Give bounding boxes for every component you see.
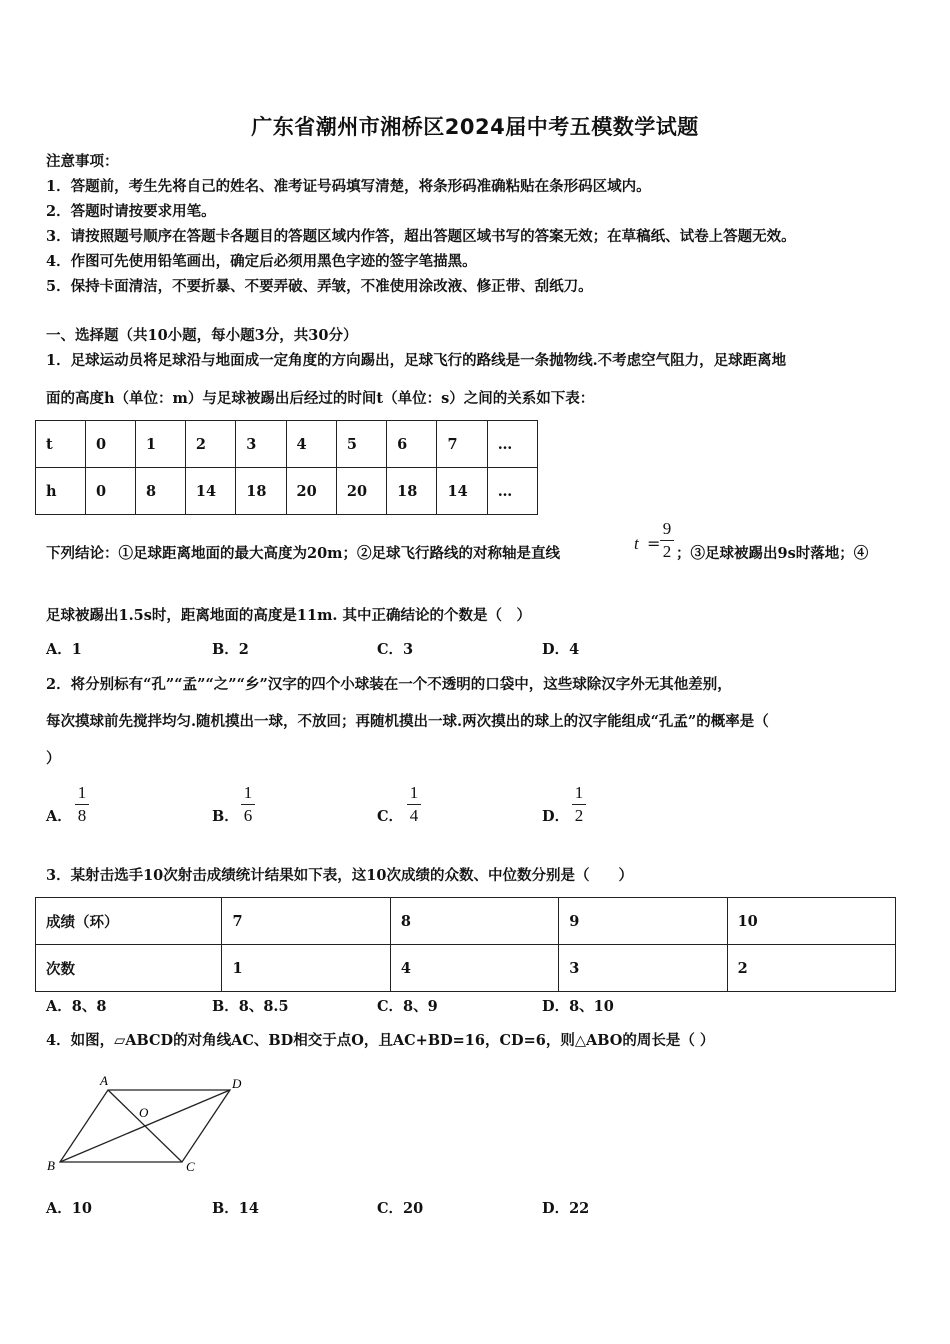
exam-title: 广东省潮州市湘桥区2024届中考五模数学试题 bbox=[251, 115, 699, 139]
table-cell: 5 bbox=[336, 421, 386, 468]
table-cell: 20 bbox=[286, 468, 336, 515]
fraction-denominator: 2 bbox=[574, 806, 584, 825]
table-cell: 2 bbox=[185, 421, 235, 468]
fraction-bar bbox=[241, 804, 255, 805]
q2-option-d-fraction[interactable] bbox=[572, 783, 586, 826]
notice-item: 4．作图可先使用铅笔画出，确定后必须用黑色字迹的签字笔描黑。 bbox=[46, 253, 477, 270]
q1-text-line: 面的高度h（单位：m）与足球被踢出后经过的时间t（单位：s）之间的关系如下表： bbox=[46, 390, 595, 407]
vertex-label-b: B bbox=[47, 1158, 55, 1173]
table-cell: 20 bbox=[336, 468, 386, 515]
table-cell: 1 bbox=[135, 421, 185, 468]
diagonal-bd bbox=[60, 1090, 230, 1162]
q3-option-a[interactable]: A．8、8 bbox=[46, 998, 107, 1015]
section-heading: 一、选择题（共10小题，每小题3分，共30分） bbox=[46, 327, 358, 344]
fraction-denominator: 2 bbox=[662, 542, 672, 561]
fraction-numerator: 1 bbox=[409, 783, 419, 802]
q4-option-d[interactable]: D．22 bbox=[542, 1200, 590, 1217]
table-row bbox=[36, 421, 538, 468]
table-cell: 次数 bbox=[36, 945, 222, 992]
notice-item: 5．保持卡面清洁，不要折暴、不要弄破、弄皱，不准使用涂改液、修正带、刮纸刀。 bbox=[46, 278, 593, 295]
q2-option-b-label[interactable]: B． bbox=[212, 808, 239, 825]
q1-statement-c: 足球被踢出1.5s时，距离地面的高度是11m. 其中正确结论的个数是（ ） bbox=[46, 607, 532, 624]
notice-item: 1．答题前，考生先将自己的姓名、准考证号码填写清楚，将条形码准确粘贴在条形码区域内。 bbox=[46, 178, 651, 195]
q1-table bbox=[35, 420, 538, 515]
table-cell: 8 bbox=[135, 468, 185, 515]
table-cell: 18 bbox=[236, 468, 286, 515]
table-cell: … bbox=[487, 468, 537, 515]
table-cell: 1 bbox=[222, 945, 390, 992]
table-cell: 7 bbox=[437, 421, 487, 468]
table-row bbox=[36, 898, 896, 945]
q4-option-b[interactable]: B．14 bbox=[212, 1200, 259, 1217]
q2-option-a-label[interactable]: A． bbox=[46, 808, 72, 825]
fraction-denominator: 8 bbox=[77, 806, 87, 825]
table-cell: … bbox=[487, 421, 537, 468]
table-row bbox=[36, 945, 896, 992]
q1-equals: = bbox=[647, 534, 661, 553]
table-cell: 7 bbox=[222, 898, 390, 945]
vertex-label-d: D bbox=[232, 1076, 242, 1091]
center-label-o: O bbox=[139, 1105, 149, 1120]
q1-option-b[interactable]: B．2 bbox=[212, 641, 249, 658]
q1-option-d[interactable]: D．4 bbox=[542, 641, 580, 658]
q1-option-a[interactable]: A．1 bbox=[46, 641, 82, 658]
fraction-denominator: 4 bbox=[409, 806, 419, 825]
q2-option-b-fraction[interactable] bbox=[241, 783, 255, 826]
table-cell: 9 bbox=[559, 898, 727, 945]
q4-option-a[interactable]: A．10 bbox=[46, 1200, 92, 1217]
q1-fraction bbox=[660, 519, 674, 562]
q2-option-c-label[interactable]: C． bbox=[377, 808, 404, 825]
table-cell: 6 bbox=[387, 421, 437, 468]
q1-var-t: t bbox=[634, 534, 639, 553]
notice-item: 2．答题时请按要求用笔。 bbox=[46, 203, 216, 220]
fraction-bar bbox=[660, 540, 674, 541]
table-cell: 2 bbox=[727, 945, 895, 992]
table-row bbox=[36, 468, 538, 515]
table-cell: 0 bbox=[85, 421, 135, 468]
table-cell: 14 bbox=[437, 468, 487, 515]
notice-heading: 注意事项： bbox=[46, 153, 119, 170]
vertex-label-a: A bbox=[100, 1073, 108, 1088]
q1-text-line: 1．足球运动员将足球沿与地面成一定角度的方向踢出，足球飞行的路线是一条抛物线.不考虑空气阻力，足球距离地 bbox=[46, 352, 787, 369]
vertex-label-c: C bbox=[186, 1159, 195, 1174]
table-cell: 18 bbox=[387, 468, 437, 515]
fraction-bar bbox=[407, 804, 421, 805]
fraction-numerator: 1 bbox=[243, 783, 253, 802]
parallelogram-figure bbox=[40, 1068, 260, 1178]
q1-statement-b: ；③足球被踢出9s时落地；④ bbox=[676, 545, 869, 562]
table-cell: 4 bbox=[390, 945, 558, 992]
table-cell: 0 bbox=[85, 468, 135, 515]
table-cell: 10 bbox=[727, 898, 895, 945]
q3-option-c[interactable]: C．8、9 bbox=[377, 998, 438, 1015]
fraction-bar bbox=[75, 804, 89, 805]
table-cell: 4 bbox=[286, 421, 336, 468]
q2-option-d-label[interactable]: D． bbox=[542, 808, 570, 825]
fraction-numerator: 9 bbox=[662, 519, 672, 538]
q3-text-line: 3．某射击选手10次射击成绩统计结果如下表，这10次成绩的众数、中位数分别是（ ） bbox=[46, 867, 633, 884]
q2-text-line: ） bbox=[46, 750, 61, 767]
q3-option-d[interactable]: D．8、10 bbox=[542, 998, 614, 1015]
table-cell: 成绩（环） bbox=[36, 898, 222, 945]
table-cell: 3 bbox=[559, 945, 727, 992]
table-cell: 8 bbox=[390, 898, 558, 945]
q1-statement-a: 下列结论：①足球距离地面的最大高度为20m；②足球飞行路线的对称轴是直线 bbox=[46, 545, 561, 562]
q1-option-c[interactable]: C．3 bbox=[377, 641, 414, 658]
q2-text-line: 2．将分别标有“孔”“孟”“之”“乡”汉字的四个小球装在一个不透明的口袋中，这些球除汉字外无其他差别， bbox=[46, 676, 732, 693]
fraction-denominator: 6 bbox=[243, 806, 253, 825]
q3-table bbox=[35, 897, 896, 992]
table-cell: 3 bbox=[236, 421, 286, 468]
q3-option-b[interactable]: B．8、8.5 bbox=[212, 998, 289, 1015]
fraction-numerator: 1 bbox=[574, 783, 584, 802]
table-cell: t bbox=[36, 421, 86, 468]
table-cell: h bbox=[36, 468, 86, 515]
table-cell: 14 bbox=[185, 468, 235, 515]
q4-option-c[interactable]: C．20 bbox=[377, 1200, 424, 1217]
q4-text-line: 4．如图，▱ABCD的对角线AC、BD相交于点O，且AC+BD=16，CD=6，则△ABO的周长是（ ） bbox=[46, 1032, 715, 1049]
fraction-bar bbox=[572, 804, 586, 805]
q2-option-a-fraction[interactable] bbox=[75, 783, 89, 826]
notice-item: 3．请按照题号顺序在答题卡各题目的答题区域内作答，超出答题区域书写的答案无效；在草稿纸、试卷上答题无效。 bbox=[46, 228, 796, 245]
fraction-numerator: 1 bbox=[77, 783, 87, 802]
q2-text-line: 每次摸球前先搅拌均匀.随机摸出一球，不放回；再随机摸出一球.两次摸出的球上的汉字能组成“孔孟”的概率是（ bbox=[46, 713, 769, 730]
q2-option-c-fraction[interactable] bbox=[407, 783, 421, 826]
